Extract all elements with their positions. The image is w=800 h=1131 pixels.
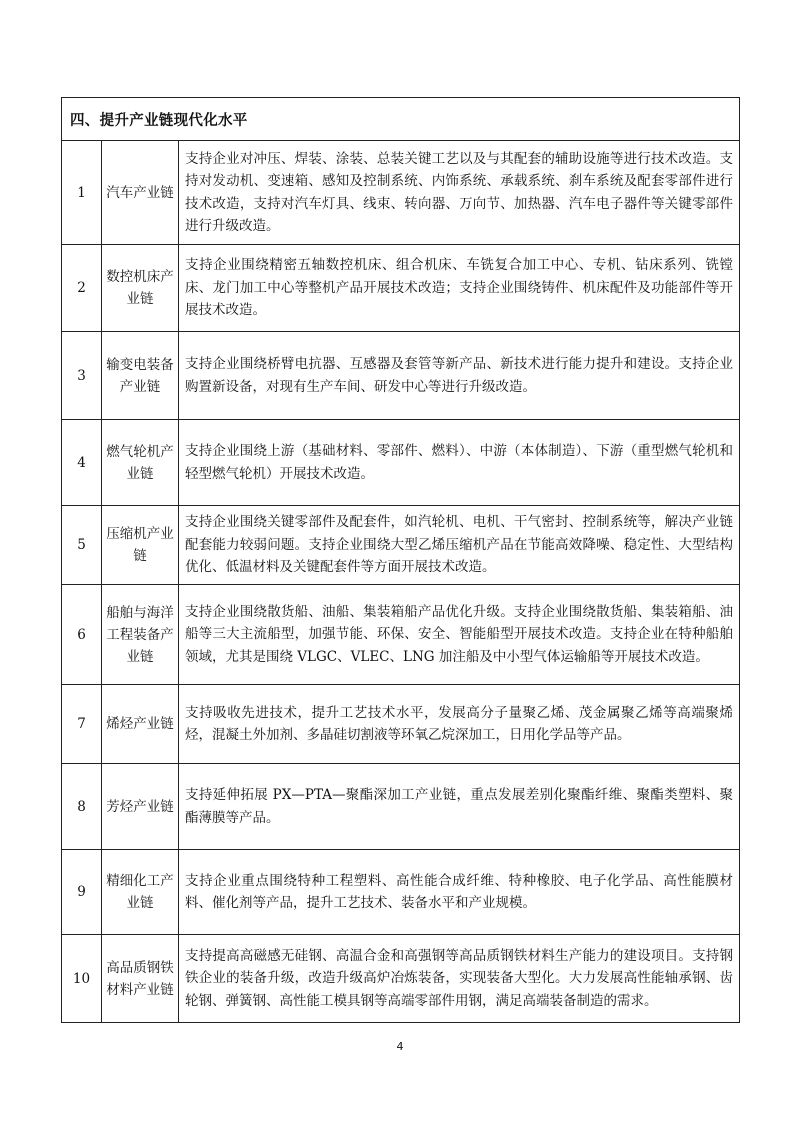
row-number: 6 <box>62 585 102 685</box>
section-title: 四、提升产业链现代化水平 <box>62 98 740 141</box>
row-number: 7 <box>62 685 102 764</box>
industry-chain-name: 烯烃产业链 <box>102 685 179 764</box>
support-description: 支持企业围绕精密五轴数控机床、组合机床、车铣复合加工中心、专机、钻床系列、铣镗床、龙门加工中心等整机产品开展技术改造；支持企业围绕铸件、机床配件及功能部件等开展技术改造。 <box>179 245 740 332</box>
support-description: 支持企业重点围绕特种工程塑料、高性能合成纤维、特种橡胶、电子化学品、高性能膜材料、催化剂等产品，提升工艺技术、装备水平和产业规模。 <box>179 850 740 935</box>
table-row <box>62 141 740 245</box>
industry-chain-name: 压缩机产业链 <box>102 506 179 585</box>
support-description: 支持提高高磁感无硅钢、高温合金和高强钢等高品质钢铁材料生产能力的建设项目。支持钢铁企业的装备升级，改造升级高炉冶炼装备，实现装备大型化。大力发展高性能轴承钢、齿轮钢、弹簧钢、高性能工模具钢等高端零部件用钢，满足高端装备制造的需求。 <box>179 935 740 1023</box>
industry-chain-name: 高品质钢铁材料产业链 <box>102 935 179 1023</box>
policy-table <box>61 97 740 1023</box>
table-row <box>62 245 740 332</box>
row-number: 5 <box>62 506 102 585</box>
table-row <box>62 685 740 764</box>
industry-chain-name: 船舶与海洋工程装备产业链 <box>102 585 179 685</box>
table-row <box>62 420 740 506</box>
row-number: 3 <box>62 332 102 420</box>
support-description: 支持延伸拓展 PX—PTA—聚酯深加工产业链，重点发展差别化聚酯纤维、聚酯类塑料、聚酯薄膜等产品。 <box>179 764 740 850</box>
industry-chain-name: 芳烃产业链 <box>102 764 179 850</box>
industry-chain-name: 燃气轮机产业链 <box>102 420 179 506</box>
industry-chain-name: 数控机床产业链 <box>102 245 179 332</box>
support-description: 支持企业对冲压、焊装、涂装、总装关键工艺以及与其配套的辅助设施等进行技术改造。支持对发动机、变速箱、感知及控制系统、内饰系统、承载系统、刹车系统及配套零部件进行技术改造，支持对汽车灯具、线束、转向器、万向节、加热器、汽车电子器件等关键零部件进行升级改造。 <box>179 141 740 245</box>
row-number: 9 <box>62 850 102 935</box>
row-number: 2 <box>62 245 102 332</box>
page-number: 4 <box>396 1040 404 1053</box>
support-description: 支持吸收先进技术，提升工艺技术水平，发展高分子量聚乙烯、茂金属聚乙烯等高端聚烯烃，混凝土外加剂、多晶硅切割液等环氧乙烷深加工，日用化学品等产品。 <box>179 685 740 764</box>
table-row <box>62 935 740 1023</box>
row-number: 1 <box>62 141 102 245</box>
row-number: 4 <box>62 420 102 506</box>
industry-chain-name: 精细化工产业链 <box>102 850 179 935</box>
row-number: 10 <box>62 935 102 1023</box>
support-description: 支持企业围绕散货船、油船、集装箱船产品优化升级。支持企业围绕散货船、集装箱船、油船等三大主流船型，加强节能、环保、安全、智能船型开展技术改造。支持企业在特种船舶领域，尤其是围绕 VLGC、VLEC、LNG 加注船及中小型气体运输船等开展技术改造。 <box>179 585 740 685</box>
section-header-row <box>62 98 740 141</box>
support-description: 支持企业围绕关键零部件及配套件，如汽轮机、电机、干气密封、控制系统等，解决产业链配套能力较弱问题。支持企业围绕大型乙烯压缩机产品在节能高效降噪、稳定性、大型结构优化、低温材料及关键配套件等方面开展技术改造。 <box>179 506 740 585</box>
industry-chain-name: 汽车产业链 <box>102 141 179 245</box>
table-row <box>62 506 740 585</box>
industry-chain-name: 输变电装备产业链 <box>102 332 179 420</box>
table-row <box>62 850 740 935</box>
table-row <box>62 585 740 685</box>
support-description: 支持企业围绕上游（基础材料、零部件、燃料）、中游（本体制造）、下游（重型燃气轮机和轻型燃气轮机）开展技术改造。 <box>179 420 740 506</box>
row-number: 8 <box>62 764 102 850</box>
table-row <box>62 332 740 420</box>
support-description: 支持企业围绕桥臂电抗器、互感器及套管等新产品、新技术进行能力提升和建设。支持企业购置新设备，对现有生产车间、研发中心等进行升级改造。 <box>179 332 740 420</box>
table-row <box>62 764 740 850</box>
